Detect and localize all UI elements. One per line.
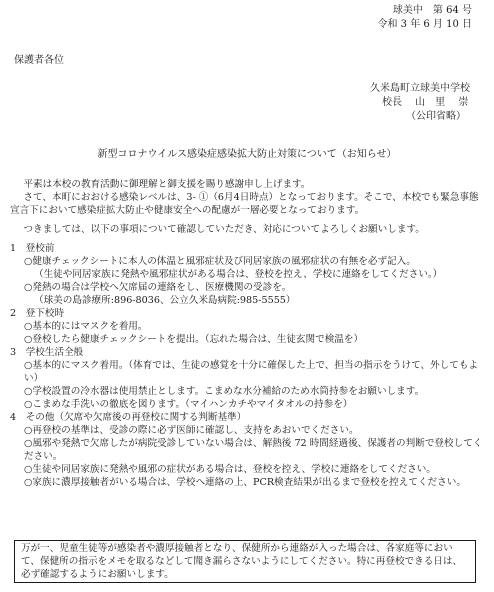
document-title: 新型コロナウイルス感染症感染拡大防止対策について（お知らせ） <box>97 149 397 160</box>
intro-paragraph-1: 平素は本校の教育活動に御理解と御支援を賜り感謝申し上げます。 <box>23 179 311 190</box>
section-1-line: ○発熱の場合は学校へ欠席届の連絡をし、医療機関の受診を。 <box>24 282 292 293</box>
notice-text: 万が一、児童生徒等が感染者や濃厚接触者となり、保健所から連絡が入った場合は、各家庭等において、保健所の指示をメモを取るなどして聞き漏らさないようにしてください。特に再登校できる日は、必ず確認するようにお願いします。 <box>21 543 463 580</box>
section-4-line: ○生徒や同居家族に発熱や風邪の症状がある場合は、登校を控え、学校に連絡をしてください。 <box>24 464 436 475</box>
document-date: 令和 3 年 6 月 10 日 <box>377 19 472 30</box>
sender-block <box>370 82 470 124</box>
school-name: 久米島町立球美中学校 <box>370 83 470 94</box>
notice-box <box>14 540 476 583</box>
section-3-line: ○基本的にマスク着用。（体育では、生徒の感覚を十分に確保した上で、担当の指示をうけて、外してもよい） <box>24 360 479 384</box>
intro-paragraph-3: つきましては、以下の事項について確認していただき、対応についてよろしくお願いします。 <box>23 224 425 235</box>
section-4-heading: 4 その他（欠席や欠席後の再登校に関する判断基準） <box>10 412 247 423</box>
section-4-line: ○風邪や発熱で欠席したが病院受診していない場合は、解熱後 72 時間経過後、保護者の判断で登校してください。 <box>24 438 483 462</box>
principal-name: 校長 山 里 崇 <box>382 97 469 108</box>
section-3-line: ○学校設置の冷水器は使用禁止とします。こまめな水分補給のため水筒持参をお願いします。 <box>24 386 425 397</box>
section-2-line: ○基本的にはマスクを着用。 <box>24 321 148 332</box>
section-3-heading: 3 学校生活全般 <box>10 347 84 358</box>
section-1-line: （生徒や同居家族に発熱や風邪症状がある場合は、登校を控え、学校に連絡をしてください。） <box>34 269 443 280</box>
document-number: 球美中 第 64 号 <box>392 5 472 16</box>
intro-paragraph-2: さて、本町におおける感染レベルは、3- ①（6月4日時点）となっております。そこで、本校でも緊急事態宣言下において感染症拡大防止や健康安全への配慮が一層必要となっております。 <box>10 192 479 216</box>
section-4-line: ○再登校の基準は、受診の際に必ず医師に確認し、支持をあおいでください。 <box>24 425 359 436</box>
document-header <box>377 4 472 32</box>
section-4-line: ○家族に濃厚接触者がいる場合は、学校へ連絡の上、PCR検査結果が出るまで登校を控えてください。 <box>24 477 466 488</box>
section-1-heading: 1 登校前 <box>10 243 55 254</box>
section-1-line: （球美の島診療所:896-8036、公立久米島病院:985-5555） <box>34 295 296 306</box>
recipient: 保護者各位 <box>14 55 64 66</box>
section-1-line: ○健康チェックシートに本人の体温と風邪症状及び同居家族の風邪症状の有無を必ず記入。 <box>24 256 416 267</box>
section-2-line: ○登校したら健康チェックシートを提出。（忘れた場合は、生徒玄関で検温を） <box>24 334 364 345</box>
document-body <box>10 178 484 489</box>
seal-note: （公印省略） <box>406 111 466 122</box>
section-2-heading: 2 登下校時 <box>10 308 65 319</box>
section-3-line: ○こまめな手洗いの徹底を図ります。（マイハンカチやマイタオルの持参を） <box>24 399 353 410</box>
